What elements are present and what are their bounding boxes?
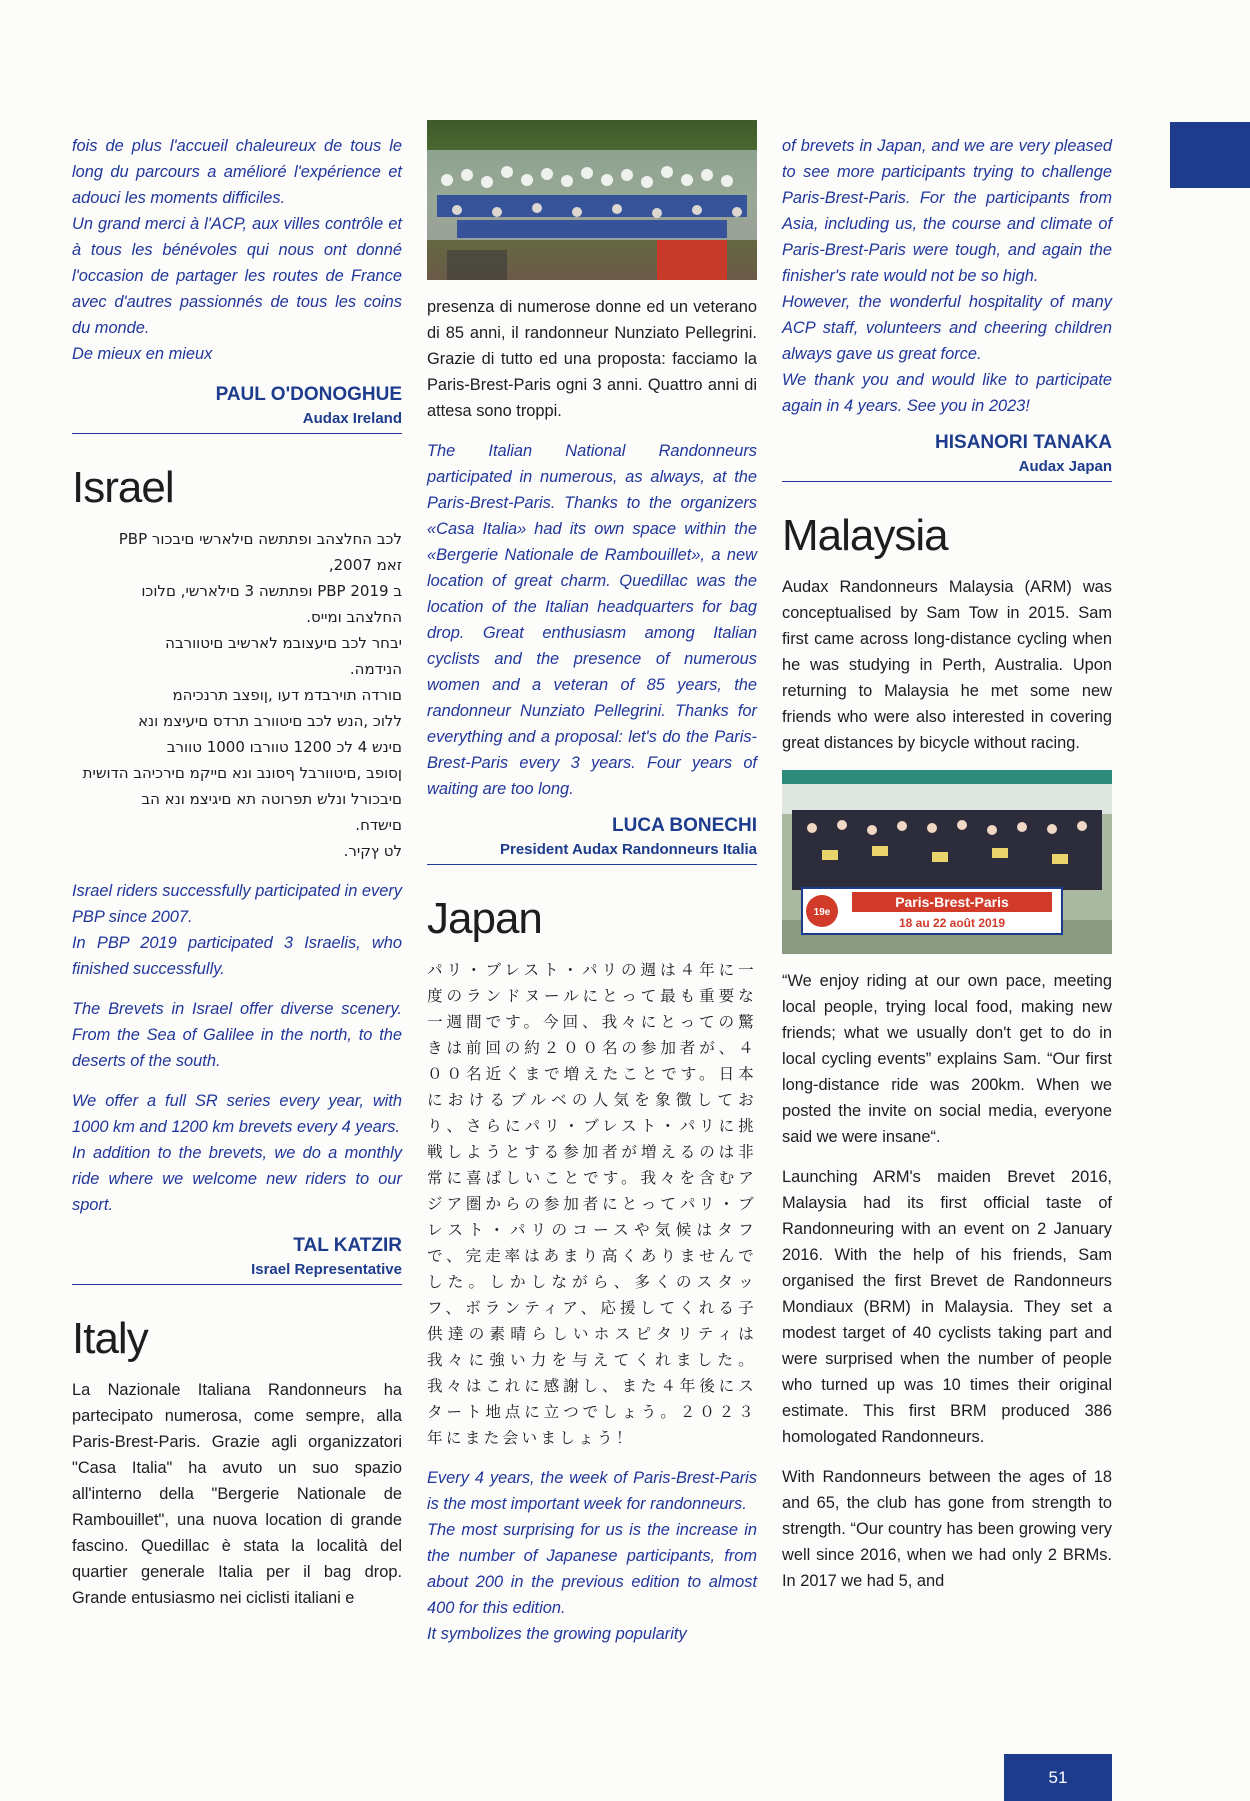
hebrew-line: לכב החלצהב ופתתשה םילארשי םיבכור PBP — [118, 530, 402, 548]
hebrew-line: םיבכורל ונלש תפרוטה תא םיגיצמ ונא הב — [141, 790, 402, 808]
banner-title: Paris-Brest-Paris — [895, 894, 1009, 910]
signature-tal — [72, 1232, 402, 1285]
signature-name: LUCA BONECHI — [612, 815, 757, 836]
section-title-israel: Israel — [72, 463, 174, 512]
hebrew-line: זאמ 2007, — [328, 556, 402, 574]
malaysia-paragraph: “We enjoy riding at our own pace, meeting local people, trying local food, making new friends; what we usually don't get to do in local cycling events” explains Sam. “Our first long-distance ride was 200km. When we posted the invite on social media, everyone said we were insane“. — [782, 972, 1112, 1146]
israel-english-paragraph: We offer a full SR series every year, with 1000 km and 1200 km brevets every 4 years. — [72, 1092, 402, 1136]
page-number: 51 — [1004, 1754, 1112, 1801]
italian-team-group-photo — [427, 120, 757, 280]
section-title-italy: Italy — [72, 1314, 148, 1363]
column-2 — [427, 120, 757, 1647]
signature-org: President Audax Randonneurs Italia — [500, 841, 757, 858]
israel-english-paragraph: In PBP 2019 participated 3 Israelis, who finished successfully. — [72, 934, 402, 978]
japan-english-paragraph: Every 4 years, the week of Paris-Brest-Paris is the most important week for randonneurs. — [427, 1469, 757, 1513]
section-tab-marker — [1170, 122, 1250, 188]
japan-english-paragraph: It symbolizes the growing popularity — [427, 1625, 687, 1643]
hebrew-line: ב PBP 2019 ופתתשה 3 םילארשי, םלוכו — [141, 582, 402, 600]
signature-hisanori — [782, 429, 1112, 482]
column-3 — [782, 133, 1112, 1594]
section-title-japan: Japan — [427, 894, 542, 943]
italy-italian-paragraph-cont: presenza di numerose donne ed un veterano di 85 anni, il randonneur Nunziato Pellegrini. Grazie di tutto ed una proposta: facciamo la Paris-Brest-Paris ogni 3 anni. Quattro anni di attesa sono troppi. — [427, 298, 757, 420]
italy-italian-paragraph: La Nazionale Italiana Randonneurs ha partecipato numerosa, come sempre, alla Paris-Brest-Paris. Grazie agli organizzatori "Casa Italia" ha avuto un suo spazio all'interno della "Bergerie Nationale de Rambouillet", una nuova location di grande fascino. Quedillac è stata la località del quartier generale Italia per il bag drop. Grande entusiasmo nei ciclisti italiani e — [72, 1381, 402, 1607]
banner-edition: 19e — [813, 907, 831, 918]
banner-dates: 18 au 22 août 2019 — [898, 916, 1006, 930]
signature-org: Israel Representative — [251, 1261, 402, 1278]
hebrew-line: הנידמה. — [349, 660, 402, 678]
hebrew-line: יבחר לכב םיעצובמ לארשיב םיטוורבה — [165, 634, 402, 652]
hebrew-line: םורדה תוירבדמ דעו ,ןופצב תרנכיהמ — [172, 686, 402, 704]
hebrew-line: החלצהב ומייס. — [306, 608, 402, 626]
signature-name: PAUL O'DONOGHUE — [215, 384, 402, 405]
japan-english-paragraph: of brevets in Japan, and we are very pleased to see more participants trying to challenge Paris-Brest-Paris. For the participants from Asia, including us, the course and climate of Paris-Brest-Paris were tough, and again the finisher's rate would not be so high. — [782, 137, 1112, 285]
japan-english-paragraph: The most surprising for us is the increase in the number of Japanese participants, from about 200 in the previous edition to almost 400 for this edition. — [427, 1521, 757, 1617]
signature-org: Audax Ireland — [302, 410, 402, 427]
french-paragraph: fois de plus l'accueil chaleureux de tous le long du parcours a amélioré l'expérience et adouci les moments difficiles. — [72, 137, 402, 207]
israel-english-paragraph: In addition to the brevets, we do a monthly ride where we welcome new riders to our sport. — [72, 1144, 402, 1214]
malaysia-paragraph: With Randonneurs between the ages of 18 and 65, the club has gone from strength to strength. “Our country has been growing very well since 2016, when we had only 2 BRMs. In 2017 we had 5, and — [782, 1468, 1112, 1590]
hebrew-line: ללוכ ,הנש לכב םיטוורב תרדס םיעיצמ ונא — [138, 712, 402, 730]
hebrew-line: ןסופב ,םיטוורבל ףסונב ונא םייקמ םירכיהב הדושית — [82, 764, 402, 782]
malaysia-paragraph: Launching ARM's maiden Brevet 2016, Malaysia had its first official taste of Randonneuring with an event on 2 January 2016. With the help of his friends, Sam organised the first Brevet de Randonneurs Mondiaux (BRM) in Malaysia. They set a modest target of 40 cyclists taking part and were surprised when the number of people who turned up was 10 times their original estimate. This first BRM produced 386 homologated Randonneurs. — [782, 1168, 1112, 1446]
french-paragraph: De mieux en mieux — [72, 345, 213, 363]
hebrew-line: םינש 4 לכ 1200 טוורבו 1000 טוורב — [166, 738, 402, 756]
malaysian-team-group-photo — [782, 770, 1112, 954]
signature-org: Audax Japan — [1018, 458, 1112, 475]
japan-japanese-paragraph: パリ・ブレスト・パリの週は４年に一度のランドヌールにとって最も重要な一週間です。今回、我々にとっての驚きは前回の約２００名の参加者が、４００名近くまで増えたことです。日本におけるブルベの人気を象徴しており、さらにパリ・ブレスト・パリに挑戦しようとする参加者が増えるのは非常に喜ばしいことです。我々を含むアジア圏からの参加者にとってパリ・ブレスト・パリのコースや気候はタフで、完走率はあまり高くありませんでした。しかしながら、多くのスタッフ、ボランティア、応援してくれる子供達の素晴らしいホスピタリティは我々に強い力を与えてくれました。我々はこれに感謝し、また４年後にスタート地点に立つでしょう。２０２３年にまた会いましょう！ — [427, 961, 757, 1447]
signature-paul — [72, 381, 402, 434]
column-1 — [72, 133, 402, 1611]
signature-luca — [427, 812, 757, 865]
french-paragraph: Un grand merci à l'ACP, aux villes contrôle et à tous les bénévoles qui nous ont donné l'occasion de partager les routes de France avec d'autres passionnés de tous les coins du monde. — [72, 215, 402, 337]
israel-english-paragraph: Israel riders successfully participated in every PBP since 2007. — [72, 882, 402, 926]
hebrew-line: םישדח. — [355, 816, 402, 834]
israel-english-paragraph: The Brevets in Israel offer diverse scenery. From the Sea of Galilee in the north, to the deserts of the south. — [72, 1000, 402, 1070]
signature-name: HISANORI TANAKA — [935, 432, 1112, 453]
japan-english-paragraph: However, the wonderful hospitality of many ACP staff, volunteers and cheering children always gave us great force. — [782, 293, 1112, 363]
hebrew-text — [72, 526, 402, 864]
section-title-malaysia: Malaysia — [782, 511, 948, 560]
signature-name: TAL KATZIR — [293, 1235, 402, 1256]
hebrew-line: לט ץקיר. — [343, 842, 402, 860]
malaysia-paragraph: Audax Randonneurs Malaysia (ARM) was conceptualised by Sam Tow in 2015. Sam first came across long-distance cycling when he was studying in Perth, Australia. Upon returning to Malaysia he met some new friends who were also interested in covering great distances by bicycle without racing. — [782, 578, 1112, 752]
italy-english-paragraph: The Italian National Randonneurs participated in numerous, as always, at the Paris-Brest-Paris. Thanks to the organizers «Casa Italia» had its own space within the «Bergerie Nationale de Rambouillet», a new location of great charm. Quedillac was the location of the Italian headquarters for bag drop. Great enthusiasm among Italian cyclists and the presence of numerous women and a veteran of 85 years, the randonneur Nunziato Pellegrini. Thanks for everything and a proposal: let's do the Paris-Brest-Paris every 3 years. Four years of waiting are too long. — [427, 442, 757, 798]
japan-english-paragraph: We thank you and would like to participate again in 4 years. See you in 2023! — [782, 371, 1112, 415]
